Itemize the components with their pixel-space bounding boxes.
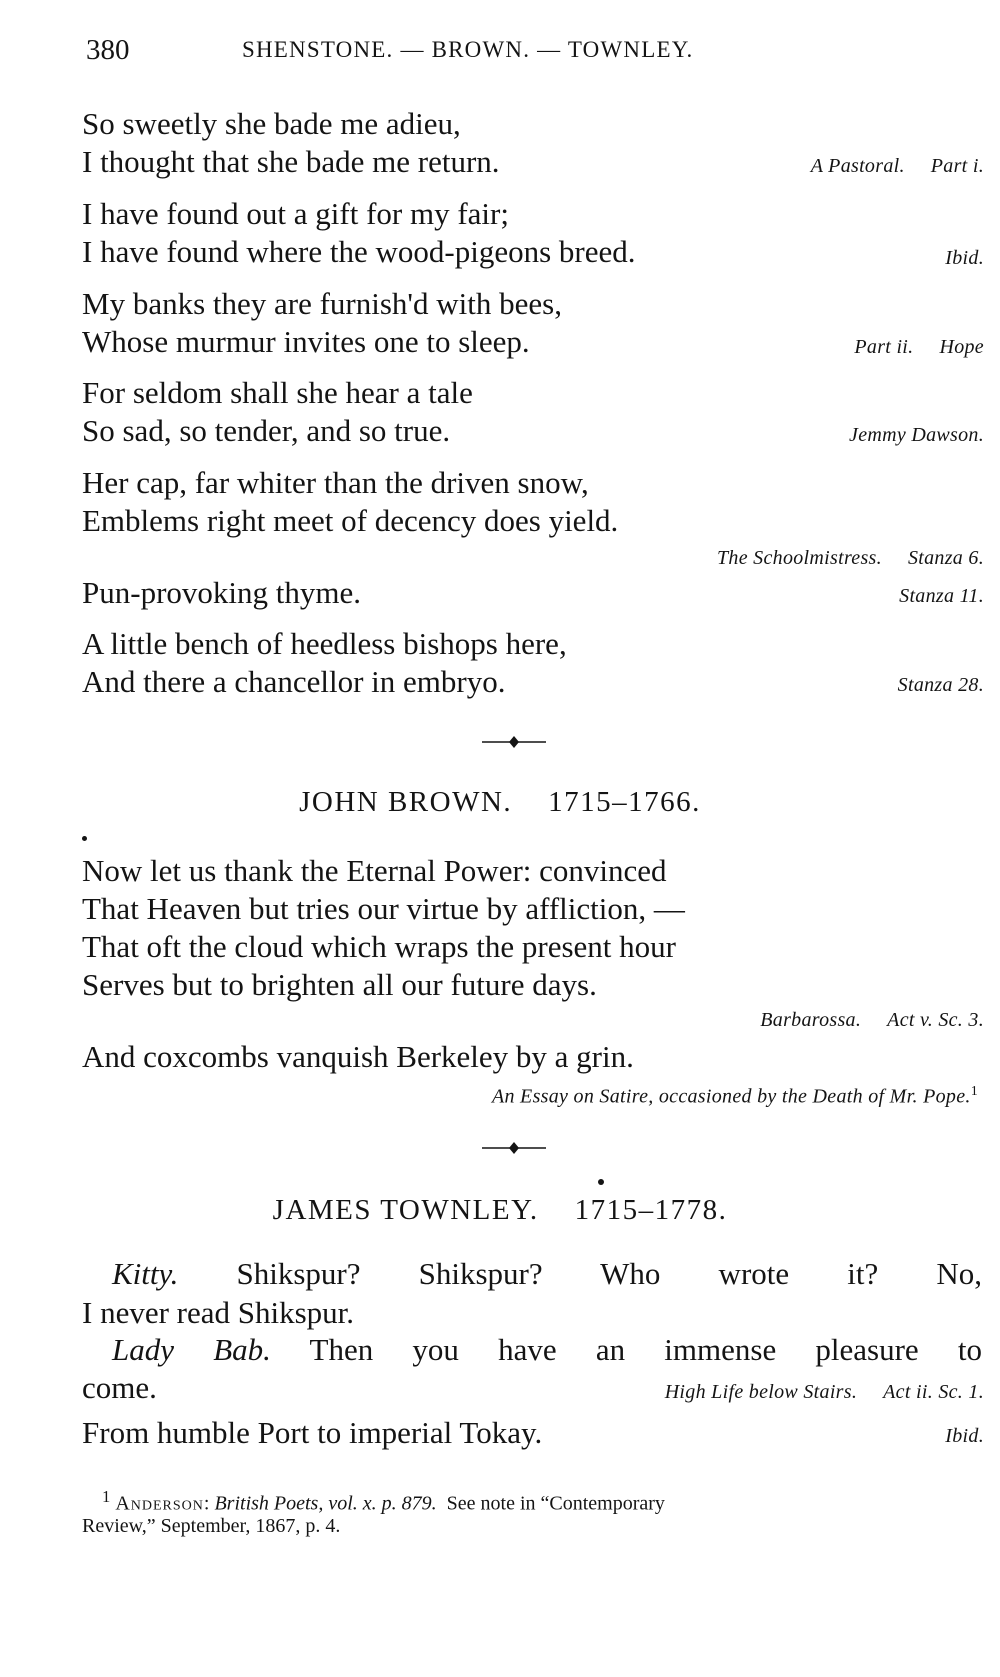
section-divider: [482, 1141, 546, 1155]
quote-line: Now let us thank the Eternal Power: convinced: [82, 853, 667, 888]
quote-source: Barbarossa. Act v. Sc. 3.: [760, 1009, 984, 1031]
quote-line: So sweetly she bade me adieu,: [82, 106, 461, 141]
dialogue-line: I never read Shikspur.: [82, 1295, 355, 1330]
quote-source: The Schoolmistress. Stanza 6.: [716, 547, 984, 569]
quote-line: My banks they are furnish'd with bees,: [82, 286, 562, 321]
quote-source: Ibid.: [945, 247, 984, 269]
dialogue-line: Lady Bab. Then you have an immense pleasure to: [112, 1332, 982, 1367]
section-heading: JAMES TOWNLEY. 1715–1778.: [272, 1194, 728, 1226]
quote-source: Ibid.: [945, 1425, 984, 1447]
quote-line: That oft the cloud which wraps the present hour: [82, 929, 676, 964]
ink-speck: [598, 1179, 604, 1185]
quote-source: Stanza 11.: [899, 585, 984, 607]
footnote: $^1$ Anderson: British Poets, vol. x. p. 879. See note in “Contemporary: [102, 1487, 665, 1515]
quote-line: Serves but to brighten all our future days.: [82, 967, 597, 1002]
dialogue-line: Kitty. Shikspur? Shikspur? Who wrote it? No,: [112, 1256, 983, 1291]
quote-line: Whose murmur invites one to sleep.: [82, 324, 530, 359]
quote-line: That Heaven but tries our virtue by affliction, —: [82, 891, 685, 926]
footnote-mark: 1: [970, 1084, 978, 1099]
quote-line: And coxcombs vanquish Berkeley by a grin.: [82, 1039, 634, 1074]
quote-line: I have found out a gift for my fair;: [82, 196, 509, 231]
footnote-mark: 1: [102, 1487, 111, 1506]
quote-line: So sad, so tender, and so true.: [82, 413, 451, 448]
quote-line: Her cap, far whiter than the driven snow,: [82, 465, 589, 500]
running-title: SHENSTONE. — BROWN. — TOWNLEY.: [242, 37, 694, 62]
quote-source: Jemmy Dawson.: [849, 424, 984, 446]
quote-line: And there a chancellor in embryo.: [82, 664, 506, 699]
quote-line: For seldom shall she hear a tale: [82, 375, 473, 410]
dialogue-line: come.: [82, 1370, 157, 1405]
quote-line: Emblems right meet of decency does yield.: [82, 503, 619, 538]
page-number: 380: [86, 34, 130, 66]
quote-source: High Life below Stairs. Act ii. Sc. 1.: [664, 1381, 984, 1403]
footnote-continuation: Review,” September, 1867, p. 4.: [82, 1515, 341, 1537]
quote-line: I have found where the wood-pigeons breed.: [82, 234, 636, 269]
section-divider: [482, 735, 546, 749]
section-heading: JOHN BROWN. 1715–1766.: [299, 786, 701, 818]
quote-source: A Pastoral. Part i.: [810, 155, 984, 177]
quote-line: From humble Port to imperial Tokay.: [82, 1415, 543, 1450]
ink-speck: [82, 836, 87, 841]
quote-line: I thought that she bade me return.: [82, 144, 500, 179]
quote-source: An Essay on Satire, occasioned by the Death of Mr. Pope.$^1$: [491, 1084, 978, 1108]
quote-source: Part ii. Hope: [854, 336, 984, 358]
quote-line: A little bench of heedless bishops here,: [82, 626, 567, 661]
quote-line: Pun-provoking thyme.: [82, 575, 361, 610]
quote-source: Stanza 28.: [897, 674, 984, 696]
